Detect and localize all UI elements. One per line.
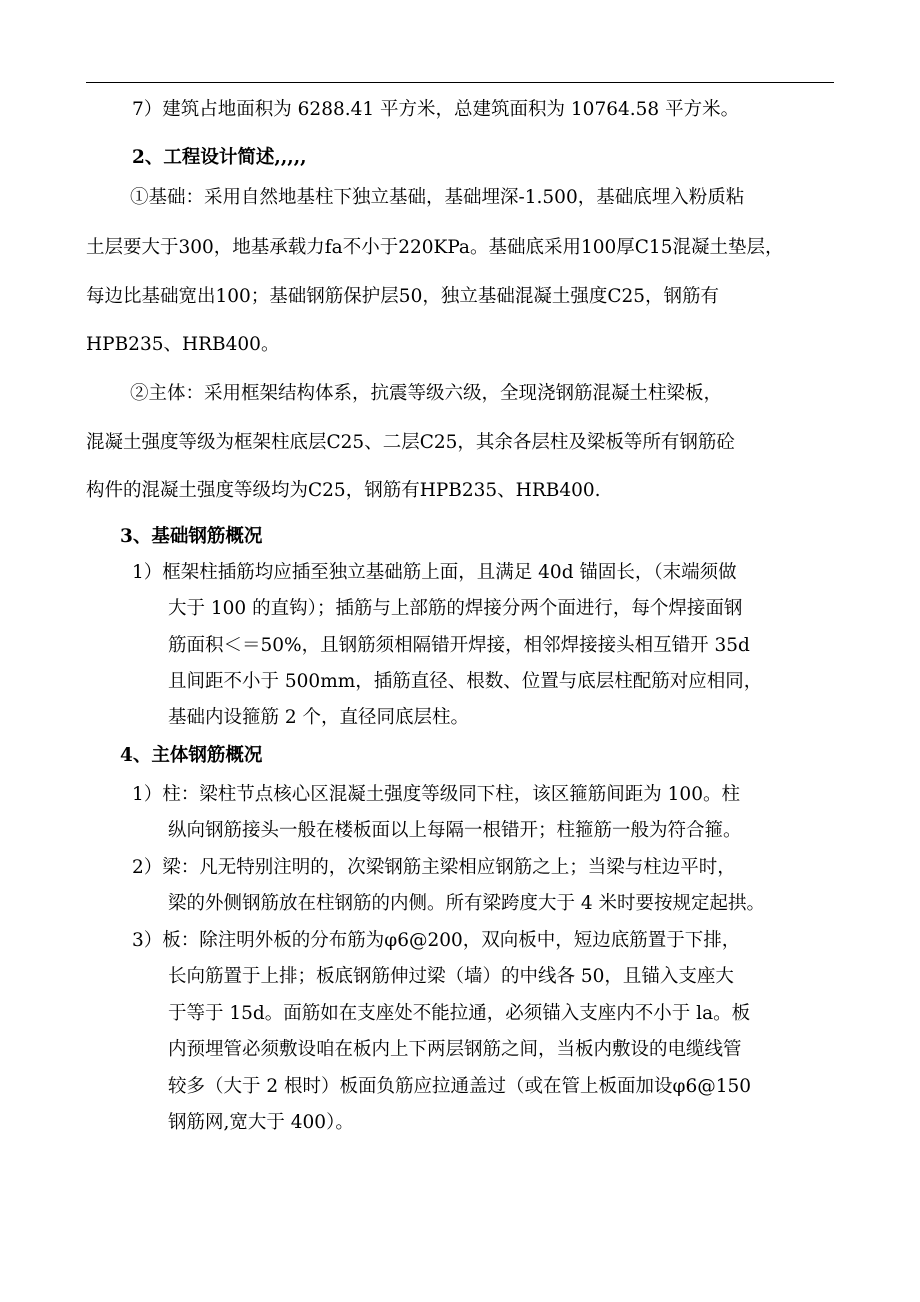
foundation-line-3: 每边比基础宽出100；基础钢筋保护层50，独立基础混凝土强度C25，钢筋有 <box>86 286 720 307</box>
section-4-heading: 4、主体钢筋概况 <box>120 745 263 766</box>
sec3-item1-line-5: 基础内设箍筋 2 个，直径同底层柱。 <box>168 707 470 728</box>
sec4-item2-line-1: 2）梁：凡无特别注明的，次梁钢筋主梁相应钢筋之上；当梁与柱边平时， <box>132 857 736 878</box>
sec4-item1-line-1: 1）柱：梁柱节点核心区混凝土强度等级同下柱，该区箍筋间距为 100。柱 <box>132 784 740 805</box>
main-structure-line-2: 混凝土强度等级为框架柱底层C25、二层C25，其余各层柱及梁板等所有钢筋砼 <box>86 432 735 453</box>
sec4-item1-line-2: 纵向钢筋接头一般在楼板面以上每隔一根错开；柱箍筋一般为符合箍。 <box>168 820 742 841</box>
section-3-heading: 3、基础钢筋概况 <box>120 526 263 547</box>
main-structure-line-1: ②主体：采用框架结构体系，抗震等级六级，全现浇钢筋混凝土柱梁板， <box>130 383 723 404</box>
header-rule <box>86 82 834 83</box>
section-2-heading: 2、工程设计简述,,,,, <box>132 147 307 168</box>
sec3-item1-line-3: 筋面积＜＝50%，且钢筋须相隔错开焊接，相邻焊接接头相互错开 35d <box>168 635 750 656</box>
sec4-item3-line-6: 钢筋网,宽大于 400）。 <box>168 1112 354 1133</box>
sec3-item1-line-1: 1）框架柱插筋均应插至独立基础筋上面，且满足 40d 锚固长，（末端须做 <box>132 562 737 583</box>
sec3-item1-line-4: 且间距不小于 500mm，插筋直径、根数、位置与底层柱配筋对应相同， <box>168 671 763 692</box>
foundation-line-1: ①基础：采用自然地基柱下独立基础，基础埋深-1.500，基础底埋入粉质粘 <box>130 187 745 208</box>
sec4-item3-line-4: 内预埋管必须敷设咱在板内上下两层钢筋之间，当板内敷设的电缆线管 <box>168 1039 742 1060</box>
sec4-item3-line-2: 长向筋置于上排；板底钢筋伸过梁（墙）的中线各 50，且锚入支座大 <box>168 966 734 987</box>
sec4-item3-line-1: 3）板：除注明外板的分布筋为φ6@200，双向板中，短边底筋置于下排， <box>132 930 741 951</box>
foundation-line-2: 土层要大于300，地基承载力fa不小于220KPa。基础底采用100厚C15混凝土垫层， <box>86 237 784 258</box>
main-structure-line-3: 构件的混凝土强度等级均为C25，钢筋有HPB235、HRB400. <box>86 480 601 501</box>
item-7: 7）建筑占地面积为 6288.41 平方米，总建筑面积为 10764.58 平方米。 <box>132 99 740 120</box>
sec3-item1-line-2: 大于 100 的直钩）；插筋与上部筋的焊接分两个面进行，每个焊接面钢 <box>168 598 743 619</box>
sec4-item3-line-5: 较多（大于 2 根时）板面负筋应拉通盖过（或在管上板面加设φ6@150 <box>168 1076 752 1097</box>
sec4-item2-line-2: 梁的外侧钢筋放在柱钢筋的内侧。所有梁跨度大于 4 米时要按规定起拱。 <box>168 893 766 914</box>
foundation-line-4: HPB235、HRB400。 <box>86 334 280 355</box>
sec4-item3-line-3: 于等于 15d。面筋如在支座处不能拉通，必须锚入支座内不小于 la。板 <box>168 1003 751 1024</box>
